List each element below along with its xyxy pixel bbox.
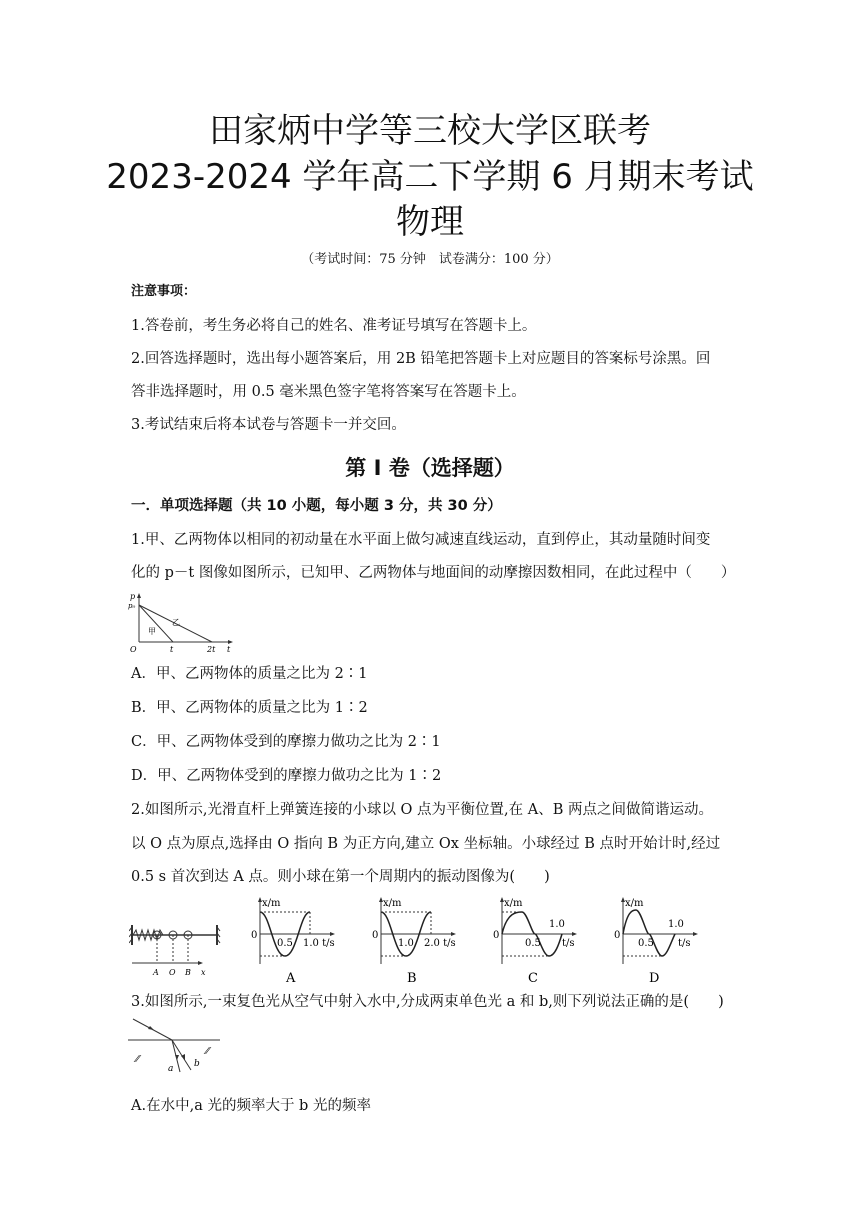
- q2-graph-b-tick: 1.0: [398, 938, 414, 949]
- q2-graph-d-origin: 0: [614, 930, 621, 941]
- q1-option-c: C．甲、乙两物体受到的摩擦力做功之比为 2∶1: [131, 734, 441, 750]
- q3-stem-line: 3.如图所示,一束复色光从空气中射入水中,分成两束单色光 a 和 b,则下列说法正确的是( ): [131, 994, 724, 1010]
- q1-option-d: D．甲、乙两物体受到的摩擦力做功之比为 1∶2: [131, 768, 442, 784]
- svg-text:⁄⁄: ⁄⁄: [136, 1055, 140, 1065]
- q2-graph-a-tick: 0.5: [277, 938, 293, 949]
- notice-item: 1.答卷前，考生务必将自己的姓名、准考证号填写在答题卡上。: [131, 318, 537, 334]
- q2-stem-line: 2.如图所示,光滑直杆上弹簧连接的小球以 O 点为平衡位置,在 A、B 两点之间做简谐运动。: [131, 802, 714, 818]
- q2-graph-c-yaxis: x/m: [504, 898, 523, 909]
- q2-graph-a-tick: 1.0 t/s: [303, 938, 335, 949]
- q2-x-axis-label: x: [201, 968, 206, 977]
- q2-graph-d-tick: 0.5: [638, 938, 654, 949]
- q1-pt-graph: [127, 590, 237, 658]
- q3-label-a: a: [168, 1064, 174, 1074]
- q2-graph-d-label: D: [649, 971, 660, 984]
- q1-option-a: A．甲、乙两物体的质量之比为 2∶1: [131, 666, 368, 682]
- q2-graph-c-tick: t/s: [562, 938, 575, 949]
- q2-graph-b-label: B: [407, 971, 417, 984]
- q2-stem-line: 0.5 s 首次到达 A 点。则小球在第一个周期内的振动图像为( ): [131, 869, 550, 885]
- q2-graph-a-yaxis: x/m: [262, 898, 281, 909]
- exam-title: 2023-2024 学年高二下学期 6 月期末考试: [106, 157, 754, 197]
- q2-spring-figure: [129, 905, 224, 977]
- part-heading: 一．单项选择题（共 10 小题，每小题 3 分，共 30 分）: [131, 498, 502, 514]
- q1-stem-line: 1.甲、乙两物体以相同的初动量在水平面上做匀减速直线运动，直到停止，其动量随时间变: [131, 532, 711, 548]
- q2-graph-d: [608, 894, 708, 984]
- q2-graph-d-tick: t/s: [678, 938, 691, 949]
- svg-text:⁄⁄: ⁄⁄: [206, 1047, 210, 1057]
- q2-graph-c-label: C: [528, 971, 538, 984]
- q1-t-axis-label: t: [227, 645, 231, 654]
- q2-graph-d-tick: 1.0: [668, 919, 684, 930]
- notice-item: 2.回答选择题时，选出每小题答案后，用 2B 铅笔把答题卡上对应题目的答案标号涂黑。回: [131, 351, 711, 367]
- q1-p-axis-label: p: [130, 592, 136, 601]
- q2-graph-a: [245, 894, 345, 984]
- q2-stem-line: 以 O 点为原点,选择由 O 指向 B 为正方向,建立 Ox 坐标轴。小球经过 B 点时开始计时,经过: [131, 836, 721, 852]
- notice-item: 3.考试结束后将本试卷与答题卡一并交回。: [131, 417, 406, 433]
- school-title: 田家炳中学等三校大学区联考: [209, 111, 651, 151]
- q1-jia-label: 甲: [148, 627, 156, 636]
- q2-graph-a-label: A: [286, 971, 296, 984]
- q1-t-label: t: [170, 645, 174, 654]
- q1-origin-label: O: [130, 645, 137, 654]
- q2-graph-c-origin: 0: [493, 930, 500, 941]
- exam-info: （考试时间：75 分钟 试卷满分：100 分）: [301, 252, 559, 267]
- q1-p0-label: p₀: [128, 602, 136, 610]
- q2-point-a-label: A: [153, 968, 159, 977]
- notice-item: 答非选择题时，用 0.5 毫米黑色签字笔将答案写在答题卡上。: [131, 384, 526, 400]
- q2-graph-d-yaxis: x/m: [625, 898, 644, 909]
- q1-stem-line: 化的 p－t 图像如图所示，已知甲、乙两物体与地面间的动摩擦因数相同，在此过程中（ ）: [131, 565, 736, 581]
- q2-graph-b: [366, 894, 466, 984]
- q2-point-o-label: O: [169, 968, 176, 977]
- section-title: 第 I 卷（选择题）: [345, 456, 515, 480]
- q1-option-b: B．甲、乙两物体的质量之比为 1∶2: [131, 700, 368, 716]
- subject-title: 物理: [396, 202, 464, 242]
- notice-heading: 注意事项：: [131, 284, 197, 299]
- q3-option-a: A.在水中,a 光的频率大于 b 光的频率: [131, 1098, 371, 1114]
- q2-graph-b-tick: 2.0 t/s: [424, 938, 456, 949]
- q2-graph-a-origin: 0: [251, 930, 258, 941]
- q1-yi-label: 乙: [172, 618, 180, 627]
- q1-2t-label: 2t: [207, 645, 216, 654]
- q2-graph-c-tick: 0.5: [525, 938, 541, 949]
- q3-refraction-figure: [128, 1014, 223, 1079]
- q2-graph-c: [487, 894, 587, 984]
- q3-label-b: b: [194, 1059, 200, 1069]
- q2-graph-b-yaxis: x/m: [383, 898, 402, 909]
- q2-graph-b-origin: 0: [372, 930, 379, 941]
- q2-graph-c-tick: 1.0: [549, 919, 565, 930]
- q2-point-b-label: B: [185, 968, 191, 977]
